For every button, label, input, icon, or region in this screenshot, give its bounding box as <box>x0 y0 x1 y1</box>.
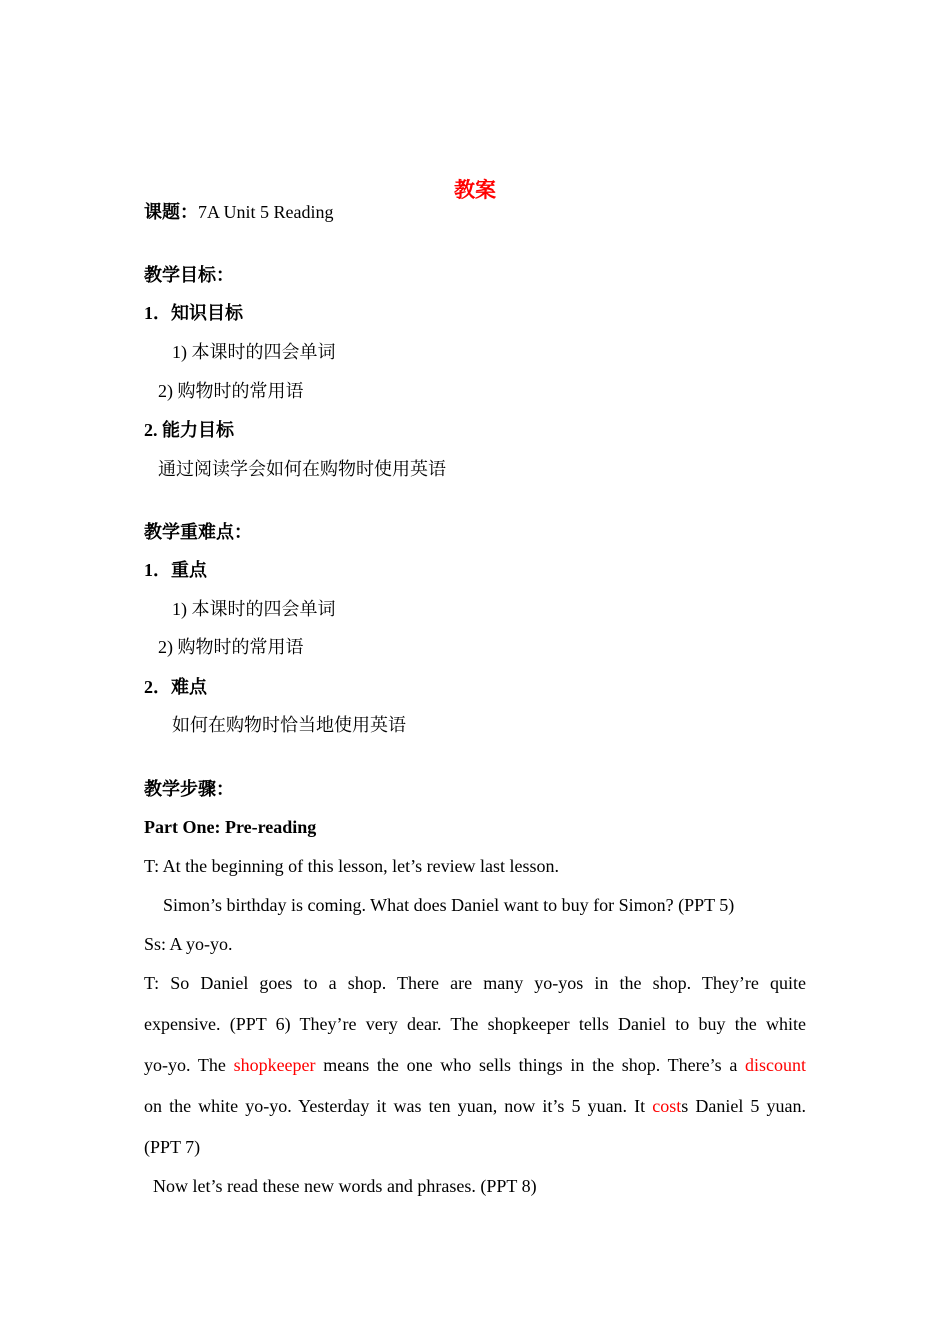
paragraph-line-3 <box>144 1054 806 1076</box>
ability-heading: 2. 能力目标 <box>144 420 234 440</box>
key-points-heading: 教学重难点： <box>144 522 252 542</box>
difficult-heading: 2．难点 <box>144 677 207 697</box>
topic-line <box>144 201 334 223</box>
paragraph-line-4-text-a: on the white yo-yo. Yesterday it was ten yuan, now it’s 5 yuan. It <box>144 1096 653 1116</box>
highlight-discount: discount <box>745 1055 807 1075</box>
paragraph-line-3-text-a: yo-yo. The <box>144 1055 234 1075</box>
key-item-1: 1) 本课时的四会单词 <box>172 599 336 619</box>
students-line-1: Ss: A yo-yo. <box>144 934 233 954</box>
paragraph-line-4-text-b: s Daniel 5 yuan. <box>681 1096 807 1116</box>
key-heading: 1．重点 <box>144 560 207 580</box>
part-one-heading: Part One: Pre-reading <box>144 817 317 837</box>
paragraph-line-3-text-b: means the one who sells things in the shop. There’s a <box>315 1055 746 1075</box>
knowledge-item-1: 1) 本课时的四会单词 <box>172 342 336 362</box>
teacher-line-1: T: At the beginning of this lesson, let’s review last lesson. <box>144 856 560 876</box>
paragraph-line-5: (PPT 7) <box>144 1137 201 1157</box>
difficult-item-1: 如何在购物时恰当地使用英语 <box>172 715 406 735</box>
paragraph-line-4 <box>144 1095 806 1117</box>
topic-label: 课题： <box>144 202 198 222</box>
teacher-line-3: Now let’s read these new words and phrases. (PPT 8) <box>153 1176 537 1196</box>
steps-heading: 教学步骤： <box>144 779 234 799</box>
key-item-2: 2) 购物时的常用语 <box>158 637 304 657</box>
ability-item-1: 通过阅读学会如何在购物时使用英语 <box>158 459 446 479</box>
knowledge-item-2: 2) 购物时的常用语 <box>158 381 304 401</box>
highlight-shopkeeper: shopkeeper <box>233 1055 316 1075</box>
knowledge-heading: 1．知识目标 <box>144 303 243 323</box>
objectives-heading: 教学目标： <box>144 265 234 285</box>
topic-value: 7A Unit 5 Reading <box>198 202 334 222</box>
highlight-cost: cost <box>652 1096 682 1116</box>
paragraph-line-1: T: So Daniel goes to a shop. There are many yo-yos in the shop. They’re quite <box>144 973 806 993</box>
document-title: 教案 <box>454 178 496 202</box>
paragraph-line-2: expensive. (PPT 6) They’re very dear. The shopkeeper tells Daniel to buy the white <box>144 1014 806 1034</box>
teacher-line-2: Simon’s birthday is coming. What does Daniel want to buy for Simon? (PPT 5) <box>163 895 735 915</box>
